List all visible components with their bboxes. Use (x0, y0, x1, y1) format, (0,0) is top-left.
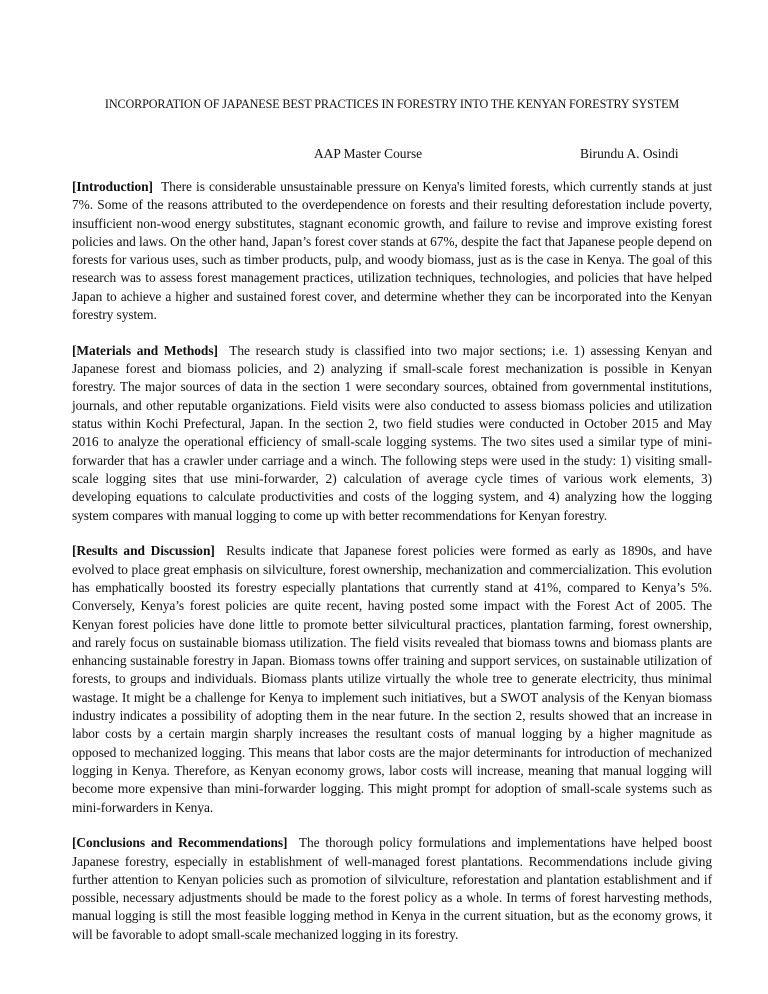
course-name: AAP Master Course (314, 146, 423, 161)
section-conclusions-recommendations (72, 834, 712, 944)
section-heading: [Introduction] (72, 179, 153, 194)
section-text: The research study is classified into two major sections; i.e. 1) assessing Kenyan and Japanese forest and biomass policies, and 2) analyzing if small-scale forest mechanization is possible in Kenyan forestry. The major sources of data in the section 1 were secondary sources, obtained from governmental institutions, journals, and other reputable organizations. Field visits were also conducted to assess biomass policies and utilization status within Kochi Prefectural, Japan. In the section 2, two field studies were conducted in October 2015 and May 2016 to analyze the operational efficiency of small-scale logging systems. The two sites used a similar type of mini-forwarder that has a crawler under carriage and a winch. The following steps were used in the study: 1) visiting small-scale logging sites that use mini-forwarder, 2) calculation of average cycle times of various work elements, 3) developing equations to calculate productivities and costs of the logging system, and 4) analyzing how the logging system compares with manual logging to come up with better recommendations for Kenyan forestry. (72, 342, 712, 523)
author-name: Birundu A. Osindi (580, 146, 679, 161)
document-title: INCORPORATION OF JAPANESE BEST PRACTICES IN FORESTRY INTO THE KENYAN FORESTRY SYSTEM (104, 97, 680, 111)
document-meta (72, 146, 712, 164)
section-text: The thorough policy formulations and implementations have helped boost Japanese forestry, especially in establishment of well-managed forest plantations. Recommendations include giving further attention to Kenyan policies such as promotion of silviculture, reforestation and plantation establishment and if possible, necessary adjustments should be made to the forest policy as a whole. In terms of forest harvesting methods, manual logging is still the most feasible logging method in Kenya in the current situation, but as the economy grows, it will be favorable to adopt small-scale mechanized logging in its forestry. (72, 835, 712, 942)
section-heading: [Conclusions and Recommendations] (72, 835, 288, 851)
section-text: Results indicate that Japanese forest policies were formed as early as 1890s, and have evolved to place great emphasis on silviculture, forest ownership, mechanization and commercialization. This evolution has emphatically boosted its forestry especially plantations that currently stand at 41%, compared to Kenya’s 5%. Conversely, Kenya’s forest policies are quite recent, having posted some impact with the Forest Act of 2005. The Kenyan forest policies have done little to promote better silvicultural practices, plantation farming, forest ownership, and rarely focus on sustainable biomass utilization. The field visits revealed that biomass towns and biomass plants are enhancing sustainable forestry in Japan. Biomass towns offer training and support services, on sustainable utilization of forests, to groups and individuals. Biomass plants utilize virtually the whole tree to generate electricity, thus minimal wastage. It might be a challenge for Kenya to implement such initiatives, but a SWOT analysis of the Kenyan biomass industry indicates a possibility of adopting them in the near future. In the section 2, results showed that an increase in labor costs by a certain margin sharply increases the resultant costs of manual logging by a higher magnitude as opposed to mechanized logging. This means that labor costs are the major determinants for introduction of mechanized logging in Kenya. Therefore, as Kenyan economy grows, labor costs will increase, meaning that manual logging will become more expensive than mini-forwarder logging. This might prompt for adoption of small-scale systems such as mini-forwarders in Kenya. (72, 543, 712, 815)
section-results-discussion (72, 542, 712, 816)
document-body (72, 178, 712, 962)
section-introduction (72, 178, 712, 324)
section-materials-methods (72, 342, 712, 525)
section-heading: [Results and Discussion] (72, 543, 215, 559)
section-text: There is considerable unsustainable pressure on Kenya's limited forests, which currently stands at just 7%. Some of the reasons attributed to the overdependence on forests and their resulting deforestation include poverty, insufficient non-wood energy substitutes, stagnant economic growth, and failure to revise and improve existing forest policies and laws. On the other hand, Japan’s forest cover stands at 67%, despite the fact that Japanese people depend on forests for various uses, such as timber products, pulp, and woody biomass, just as is the case in Kenya. The goal of this research was to assess forest management practices, utilization techniques, technologies, and policies that have helped Japan to achieve a higher and sustained forest cover, and determine whether they can be incorporated into the Kenyan forestry system. (72, 179, 712, 323)
section-heading: [Materials and Methods] (72, 342, 218, 358)
